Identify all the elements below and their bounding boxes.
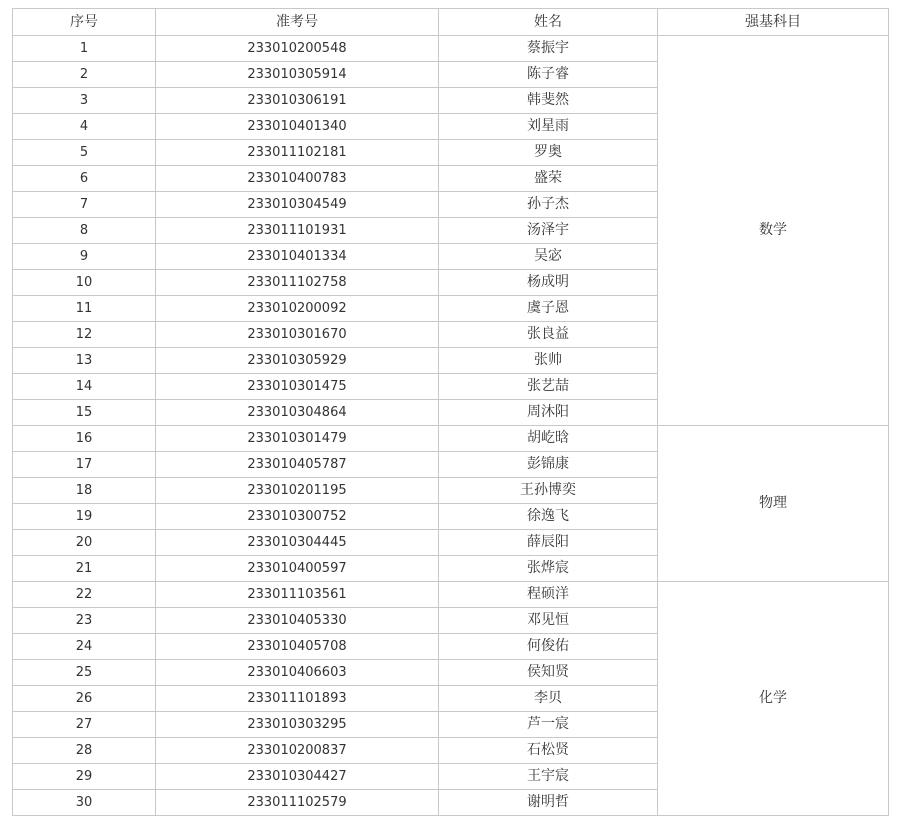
header-row [13,9,889,36]
serial-cell: 30 [13,790,156,816]
name-cell: 徐逸飞 [439,504,658,530]
name-cell: 芦一宸 [439,712,658,738]
subject-cell: 化学 [658,582,889,816]
name-cell: 汤泽宇 [439,218,658,244]
table-row [13,36,889,62]
serial-cell: 24 [13,634,156,660]
name-cell: 彭锦康 [439,452,658,478]
serial-cell: 27 [13,712,156,738]
name-cell: 谢明哲 [439,790,658,816]
serial-cell: 11 [13,296,156,322]
ticket-cell: 233011103561 [156,582,439,608]
ticket-cell: 233011102758 [156,270,439,296]
header-serial: 序号 [13,9,156,36]
name-cell: 薛辰阳 [439,530,658,556]
serial-cell: 2 [13,62,156,88]
ticket-cell: 233010200837 [156,738,439,764]
name-cell: 盛荣 [439,166,658,192]
serial-cell: 29 [13,764,156,790]
name-cell: 韩斐然 [439,88,658,114]
serial-cell: 12 [13,322,156,348]
ticket-cell: 233011101893 [156,686,439,712]
serial-cell: 7 [13,192,156,218]
ticket-cell: 233010305929 [156,348,439,374]
subject-cell: 数学 [658,36,889,426]
name-cell: 虞子恩 [439,296,658,322]
table-header [13,9,889,36]
serial-cell: 19 [13,504,156,530]
table-row [13,426,889,452]
serial-cell: 25 [13,660,156,686]
ticket-cell: 233010406603 [156,660,439,686]
name-cell: 李贝 [439,686,658,712]
serial-cell: 13 [13,348,156,374]
name-cell: 石松贤 [439,738,658,764]
serial-cell: 6 [13,166,156,192]
serial-cell: 22 [13,582,156,608]
serial-cell: 28 [13,738,156,764]
name-cell: 周沐阳 [439,400,658,426]
name-cell: 陈子睿 [439,62,658,88]
name-cell: 张帅 [439,348,658,374]
ticket-cell: 233011101931 [156,218,439,244]
name-cell: 邓见恒 [439,608,658,634]
ticket-cell: 233010304864 [156,400,439,426]
ticket-cell: 233010401340 [156,114,439,140]
header-subject: 强基科目 [658,9,889,36]
serial-cell: 23 [13,608,156,634]
name-cell: 蔡振宇 [439,36,658,62]
serial-cell: 1 [13,36,156,62]
name-cell: 孙子杰 [439,192,658,218]
name-cell: 杨成明 [439,270,658,296]
subject-cell: 物理 [658,426,889,582]
serial-cell: 5 [13,140,156,166]
ticket-cell: 233010306191 [156,88,439,114]
ticket-cell: 233010300752 [156,504,439,530]
ticket-cell: 233010304427 [156,764,439,790]
ticket-cell: 233010405787 [156,452,439,478]
table-row [13,582,889,608]
serial-cell: 9 [13,244,156,270]
name-cell: 张良益 [439,322,658,348]
name-cell: 胡屹晗 [439,426,658,452]
ticket-cell: 233010304549 [156,192,439,218]
ticket-cell: 233010405330 [156,608,439,634]
ticket-cell: 233010200092 [156,296,439,322]
ticket-cell: 233011102181 [156,140,439,166]
name-cell: 王孙博奕 [439,478,658,504]
header-name: 姓名 [439,9,658,36]
serial-cell: 26 [13,686,156,712]
ticket-cell: 233011102579 [156,790,439,816]
serial-cell: 17 [13,452,156,478]
serial-cell: 16 [13,426,156,452]
ticket-cell: 233010301475 [156,374,439,400]
serial-cell: 18 [13,478,156,504]
ticket-cell: 233010303295 [156,712,439,738]
ticket-cell: 233010301670 [156,322,439,348]
ticket-cell: 233010201195 [156,478,439,504]
table-body [13,36,889,816]
name-cell: 王宇宸 [439,764,658,790]
ticket-cell: 233010400783 [156,166,439,192]
name-cell: 侯知贤 [439,660,658,686]
ticket-cell: 233010301479 [156,426,439,452]
serial-cell: 8 [13,218,156,244]
name-cell: 程硕洋 [439,582,658,608]
name-cell: 何俊佑 [439,634,658,660]
ticket-cell: 233010400597 [156,556,439,582]
ticket-cell: 233010305914 [156,62,439,88]
ticket-cell: 233010401334 [156,244,439,270]
serial-cell: 10 [13,270,156,296]
serial-cell: 14 [13,374,156,400]
name-cell: 张艺喆 [439,374,658,400]
serial-cell: 21 [13,556,156,582]
ticket-cell: 233010200548 [156,36,439,62]
ticket-cell: 233010304445 [156,530,439,556]
serial-cell: 15 [13,400,156,426]
serial-cell: 4 [13,114,156,140]
name-cell: 张烨宸 [439,556,658,582]
serial-cell: 3 [13,88,156,114]
serial-cell: 20 [13,530,156,556]
name-cell: 刘星雨 [439,114,658,140]
name-cell: 吴宓 [439,244,658,270]
name-cell: 罗奥 [439,140,658,166]
header-ticket: 准考号 [156,9,439,36]
roster-table [12,8,889,816]
ticket-cell: 233010405708 [156,634,439,660]
